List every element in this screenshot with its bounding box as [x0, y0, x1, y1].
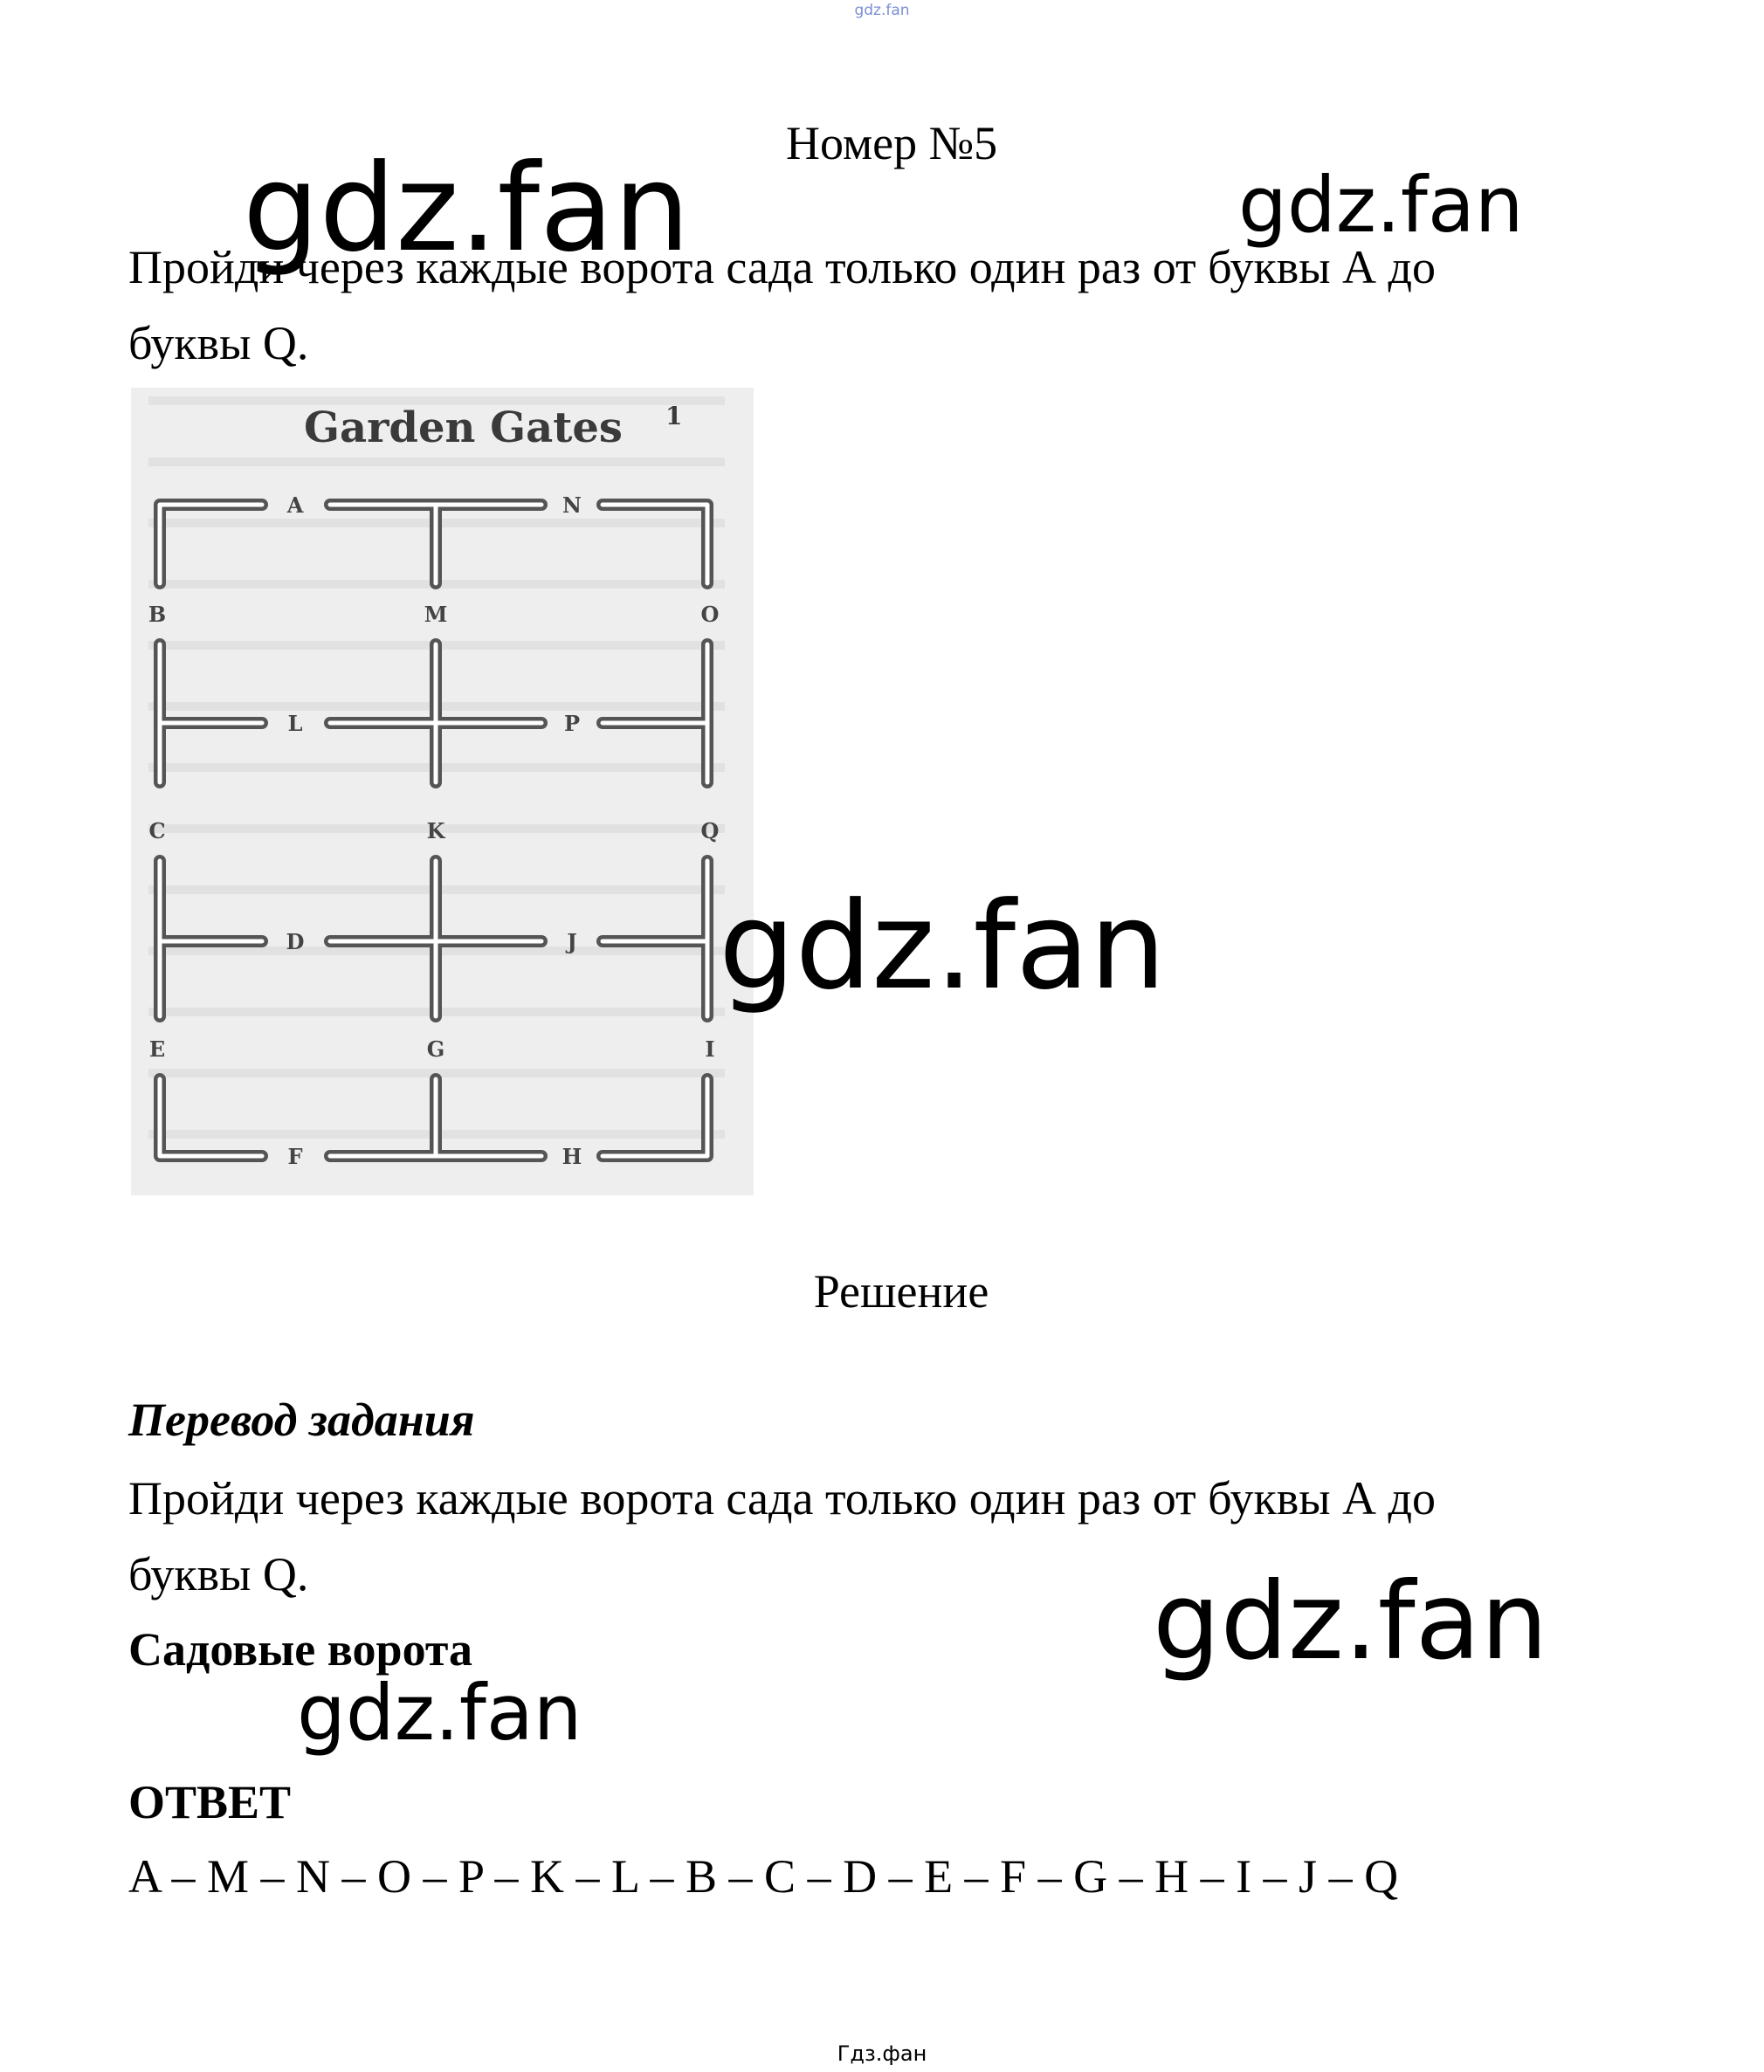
gate-label-e: E	[148, 1036, 166, 1062]
watermark: gdz.fan	[243, 138, 691, 279]
translation-text-line-1: Пройди через каждые ворота сада только один раз от буквы А до	[128, 1472, 1436, 1525]
solution-heading: Решение	[813, 1265, 989, 1318]
gate-label-d: D	[286, 929, 305, 954]
task-text-line-2: буквы Q.	[128, 317, 309, 369]
gate-label-j: J	[567, 929, 577, 954]
watermark: gdz.fan	[297, 1668, 582, 1758]
garden-gates-figure	[131, 388, 754, 1195]
watermark: gdz.fan	[1153, 1559, 1548, 1683]
figure-title: Garden Gates	[304, 403, 623, 452]
garden-gates-subtitle: Садовые ворота	[128, 1623, 473, 1676]
watermark: gdz.fan	[719, 876, 1167, 1016]
figure-footnote-mark: 1	[665, 402, 683, 430]
gate-label-c: C	[148, 818, 166, 843]
gate-label-h: H	[562, 1144, 582, 1169]
answer-sequence: A – M – N – O – P – K – L – B – C – D – E – F – G – H – I – J – Q	[128, 1850, 1399, 1903]
translation-heading: Перевод задания	[128, 1394, 475, 1446]
gate-label-p: P	[563, 711, 581, 736]
exercise-title: Номер №5	[786, 117, 998, 169]
gate-label-q: Q	[700, 818, 720, 843]
gate-label-n: N	[562, 492, 582, 518]
watermark: gdz.fan	[1238, 160, 1524, 250]
gate-label-k: K	[426, 818, 445, 843]
gate-label-g: G	[426, 1036, 445, 1062]
gate-label-o: O	[700, 602, 720, 627]
translation-text-line-2: буквы Q.	[128, 1548, 309, 1600]
gate-label-l: L	[287, 711, 303, 736]
gate-label-a: A	[286, 492, 304, 518]
footer-mark: Гдз.фан	[837, 2041, 927, 2066]
answer-heading: ОТВЕТ	[128, 1776, 292, 1828]
site-mark: gdz.fan	[854, 2, 910, 19]
task-text-line-1: Пройди через каждые ворота сада только один раз от буквы А до	[128, 241, 1436, 293]
gate-label-i: I	[705, 1036, 715, 1062]
gate-label-b: B	[148, 602, 167, 627]
gate-label-m: M	[424, 602, 448, 627]
gate-label-f: F	[287, 1144, 303, 1169]
